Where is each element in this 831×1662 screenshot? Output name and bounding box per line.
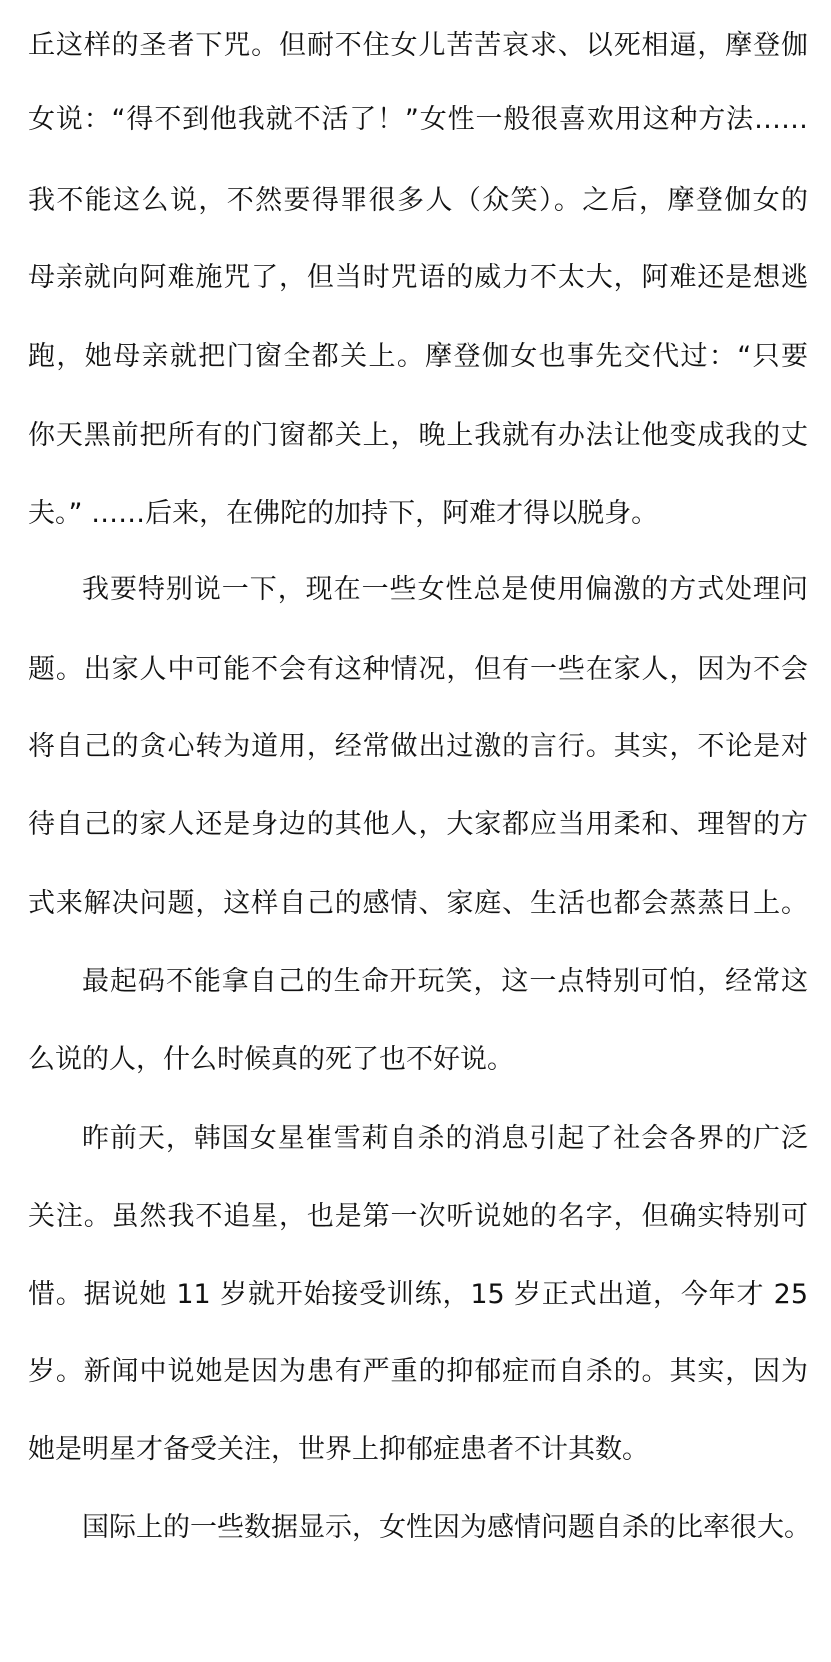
text-line: 将自己的贪心转为道用，经常做出过激的言行。其实，不论是对 [28,731,808,762]
text-line: 惜。据说她 11 岁就开始接受训练，15 岁正式出道，今年才 25 [28,1279,808,1310]
text-line: 题。出家人中可能不会有这种情况，但有一些在家人，因为不会 [28,654,808,685]
text-line: 母亲就向阿难施咒了，但当时咒语的威力不太大，阿难还是想逃 [28,262,808,293]
text-line: 我不能这么说，不然要得罪很多人（众笑）。之后，摩登伽女的 [28,185,808,216]
text-line: 她是明星才备受关注，世界上抑郁症患者不计其数。 [28,1434,649,1465]
text-line: 你天黑前把所有的门窗都关上，晚上我就有办法让他变成我的丈 [28,420,808,451]
paragraph-first-line: 国际上的一些数据显示，女性因为感情问题自杀的比率很大。 [82,1512,811,1543]
text-line: 夫。” ……后来，在佛陀的加持下，阿难才得以脱身。 [28,498,659,529]
paragraph-first-line: 我要特别说一下，现在一些女性总是使用偏激的方式处理问 [82,574,808,605]
paragraph-first-line: 最起码不能拿自己的生命开玩笑，这一点特别可怕，经常这 [82,966,808,997]
text-line: 丘这样的圣者下咒。但耐不住女儿苦苦哀求、以死相逼，摩登伽 [28,30,808,61]
paragraph-first-line: 昨前天，韩国女星崔雪莉自杀的消息引起了社会各界的广泛 [82,1123,808,1154]
text-line: 岁。新闻中说她是因为患有严重的抑郁症而自杀的。其实，因为 [28,1356,808,1387]
text-line: 关注。虽然我不追星，也是第一次听说她的名字，但确实特别可 [28,1201,808,1232]
text-line: 待自己的家人还是身边的其他人，大家都应当用柔和、理智的方 [28,809,808,840]
text-line: 女说：“得不到他我就不活了！”女性一般很喜欢用这种方法…… [28,104,808,135]
text-line: 式来解决问题，这样自己的感情、家庭、生活也都会蒸蒸日上。 [28,888,808,919]
text-line: 么说的人，什么时候真的死了也不好说。 [28,1044,514,1075]
text-line: 跑，她母亲就把门窗全都关上。摩登伽女也事先交代过：“只要 [28,341,808,372]
